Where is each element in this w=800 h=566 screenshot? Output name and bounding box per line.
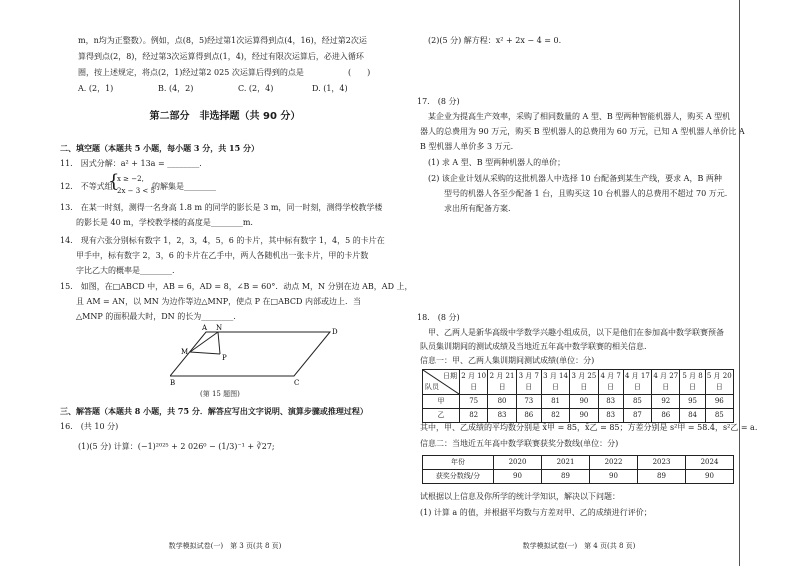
label-p: P — [222, 354, 227, 362]
cutoff-cell: 90 — [590, 470, 638, 484]
date-header: 2 月 21 日 — [488, 370, 516, 395]
question-14-line: 14. 现有六张分别标有数字 1，2，3，4，5，6 的卡片，其中标有数字 1，4，5 的卡片在 — [60, 236, 385, 245]
question-17-part-2-line: 型号的机器人各至少配备 1 台，且购买这 10 台机器人的总费用不超过 70 万元． — [428, 189, 733, 198]
info-2-label: 信息二：当地近五年高中数学联赛获奖分数线(单位：分) — [420, 439, 619, 448]
scores-table — [422, 369, 734, 423]
score-cell: 86 — [652, 409, 680, 423]
score-cell: 95 — [680, 395, 705, 409]
table-corner-cell — [423, 370, 460, 395]
figure-caption: (第 15 题图) — [200, 390, 240, 398]
corner-member-label: 队员 — [425, 383, 439, 391]
score-cell: 85 — [705, 409, 733, 423]
question-17-part-1: (1) 求 A 型、B 型两种机器人的单价； — [428, 158, 566, 167]
q10-continued-line: m，n均为正整数）。例如，点(8，5)经过第1次运算得到点(4，16)，经过第2次运 — [78, 36, 367, 45]
question-12-number: 12. 不等式组 — [60, 182, 113, 191]
question-16-part-2: (2)(5 分) 解方程：x² + 2x − 4 = 0. — [428, 36, 562, 45]
choice-a: A. (2，1) — [78, 84, 114, 93]
choice-c: C. (2，4) — [238, 84, 274, 93]
question-18-line: 甲、乙两人是新华高级中学数学兴趣小组成员，以下是他们在参加高中数学联赛预备 — [428, 328, 724, 337]
question-17-title: 17. (8 分) — [417, 97, 460, 106]
cutoff-cell: 90 — [494, 470, 542, 484]
question-16-part-1: (1)(5 分) 计算：(−1)²⁰²⁵ + 2 026⁰ − (1/3)⁻¹ + ∛27; — [78, 442, 275, 451]
info-1-label: 信息一：甲、乙两人集训期间测试成绩(单位：分) — [420, 356, 595, 365]
score-cell: 82 — [460, 409, 488, 423]
score-cell: 84 — [680, 409, 705, 423]
year-header: 2020 — [494, 456, 542, 470]
score-cell: 90 — [570, 395, 598, 409]
label-n: N — [216, 324, 223, 332]
answer-bracket: ( ) — [348, 68, 371, 77]
cutoff-cell: 89 — [638, 470, 686, 484]
label-m: M — [181, 348, 189, 356]
brace-icon: { — [108, 171, 120, 192]
score-cell: 90 — [570, 409, 598, 423]
date-header: 4 月 17 日 — [623, 370, 651, 395]
question-14-line: 字比乙大的概率是________. — [60, 266, 175, 275]
footer-page-3: 数学模拟试卷(一) 第 3 页(共 8 页) — [168, 542, 282, 550]
fill-in-header: 二、填空题（本题共 5 小题，每小题 3 分，共 15 分） — [60, 143, 259, 153]
score-cell: 92 — [652, 395, 680, 409]
question-17-line: 某企业为提高生产效率，采购了相同数量的 A 型、B 型两种智能机器人，购买 A 型机 — [428, 112, 731, 121]
question-15-line: 15. 如图，在□ABCD 中，AB = 6，AD = 8，∠B = 60°．动点 M，N 分别在边 AB，AD 上， — [60, 282, 413, 291]
score-cell: 83 — [598, 409, 623, 423]
score-cell: 80 — [488, 395, 516, 409]
year-header: 2022 — [590, 456, 638, 470]
question-14-line: 甲手中，标有数字 2，3，6 的卡片在乙手中，两人各随机出一张卡片，甲的卡片数 — [60, 251, 369, 260]
member-name: 乙 — [423, 409, 460, 423]
question-13-line: 的影长是 40 m，学校教学楼的高度是________m. — [60, 218, 253, 227]
cutoff-row-label: 获奖分数线/分 — [423, 470, 494, 484]
year-header: 2024 — [686, 456, 734, 470]
question-17-part-2-line: 求出所有配备方案. — [428, 204, 511, 213]
parallelogram-figure — [170, 322, 340, 386]
inequality-1: x ≥ −2, — [117, 175, 144, 183]
label-c: C — [294, 379, 300, 386]
score-cell: 87 — [623, 409, 651, 423]
date-header: 3 月 7 日 — [516, 370, 541, 395]
binding-line — [739, 0, 740, 566]
question-15-line: 且 AM = AN，以 MN 为边作等边△MNP，使点 P 在□ABCD 内部或边上．当 — [60, 297, 361, 306]
instructions-line: 试根据以上信息及你所学的统计学知识，解决以下问题： — [420, 492, 620, 501]
question-18-line: 队员集训期间的测试成绩及当地近五年高中数学联赛的相关信息. — [420, 342, 647, 351]
label-b: B — [170, 379, 176, 386]
date-header: 4 月 27 日 — [652, 370, 680, 395]
segment-np — [218, 332, 220, 354]
inequality-2: 2x − 3 < 5 — [117, 187, 155, 195]
cutoff-cell: 90 — [686, 470, 734, 484]
score-cell: 75 — [460, 395, 488, 409]
score-cell: 73 — [516, 395, 541, 409]
date-header: 4 月 7 日 — [598, 370, 623, 395]
score-cell: 83 — [488, 409, 516, 423]
date-header: 5 月 20 日 — [705, 370, 733, 395]
year-header: 2021 — [542, 456, 590, 470]
score-cell: 85 — [623, 395, 651, 409]
table-row — [423, 409, 734, 423]
corner-date-label: 日期 — [443, 372, 457, 380]
date-header: 3 月 25 日 — [570, 370, 598, 395]
cutoff-cell: 89 — [542, 470, 590, 484]
table-row — [423, 395, 734, 409]
q10-continued-line: 圈，按上述规定，将点(2，1)经过第2 025 次运算后得到的点是 — [78, 68, 304, 77]
score-cell: 83 — [598, 395, 623, 409]
year-header: 2023 — [638, 456, 686, 470]
date-header: 5 月 8 日 — [680, 370, 705, 395]
page-3 — [60, 0, 413, 566]
date-header: 3 月 14 日 — [541, 370, 569, 395]
choice-d: D. (1，4) — [312, 84, 348, 93]
year-header-label: 年份 — [423, 456, 494, 470]
score-cell: 96 — [705, 395, 733, 409]
footer-page-4: 数学模拟试卷(一) 第 4 页(共 8 页) — [522, 542, 636, 550]
question-16-title: 16. (共 10 分) — [60, 422, 119, 431]
segment-mp — [190, 352, 220, 354]
label-d: D — [332, 328, 338, 336]
cutoff-table — [422, 455, 734, 484]
table-row — [423, 470, 734, 484]
question-17-line: B 型机器人单价多 3 万元. — [420, 142, 514, 151]
score-cell: 81 — [541, 395, 569, 409]
question-15-line: △MNP 的面积最大时，DN 的长为________. — [60, 312, 236, 321]
q10-continued-line: 算得到点(2，8)，经过第3次运算得到点(1，4)，经过有限次运算后，必进入循环 — [78, 52, 364, 61]
question-12-tail: 的解集是________ — [152, 182, 216, 191]
question-18-title: 18. (8 分) — [417, 313, 460, 322]
score-cell: 82 — [541, 409, 569, 423]
date-header: 2 月 10 日 — [460, 370, 488, 395]
question-18-part-1: (1) 计算 a 的值，并根据平均数与方差对甲、乙的成绩进行评价； — [420, 508, 652, 517]
solve-header: 三、解答题（本题共 8 小题，共 75 分．解答应写出文字说明、演算步骤或推理过程） — [60, 406, 368, 416]
parallelogram-abcd — [170, 332, 330, 376]
score-cell: 86 — [516, 409, 541, 423]
question-17-line: 器人的总费用为 90 万元，购买 B 型机器人的总费用为 60 万元，已知 A 型机器人单价比 A — [420, 127, 745, 136]
question-17-part-2-line: (2) 该企业计划从采购的这批机器人中选择 10 台配备到某生产线，要求 A，B 两种 — [428, 174, 722, 183]
label-a: A — [202, 324, 208, 332]
question-11: 11. 因式分解：a² + 13a = ________. — [60, 159, 202, 168]
choice-b: B. (4，2) — [158, 84, 194, 93]
question-13-line: 13. 在某一时刻，测得一名身高 1.8 m 的同学的影长是 3 m，同一时刻，测得学校教学楼 — [60, 203, 383, 212]
page-4 — [417, 0, 758, 566]
member-name: 甲 — [423, 395, 460, 409]
stats-line: 其中，甲、乙成绩的平均数分别是 x̄甲 = 85，x̄乙 = 85；方差分别是 s²甲 = 58.4，s²乙 = a. — [420, 423, 758, 432]
section-title: 第二部分 非选择题（共 90 分） — [149, 111, 301, 122]
